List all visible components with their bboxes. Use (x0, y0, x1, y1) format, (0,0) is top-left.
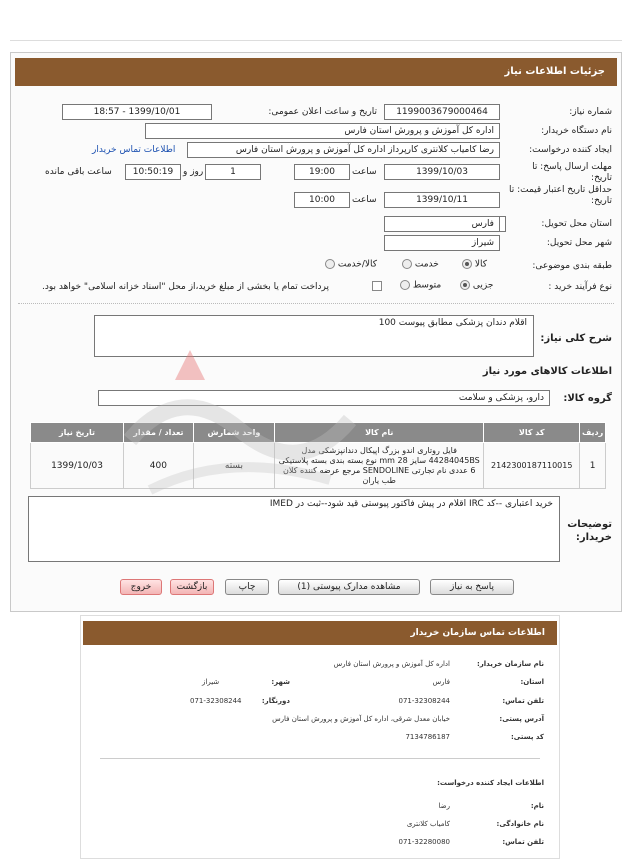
remaining-time-label: ساعت باقی مانده (45, 167, 112, 177)
creator-first-name-label: نام: (530, 802, 544, 810)
delivery-city-label: شهر محل تحویل: (546, 238, 612, 248)
row-code: 2142300187110015 (484, 443, 580, 489)
category-both-label: کالا/خدمت (337, 259, 378, 270)
attachments-button[interactable]: مشاهده مدارک پیوستی (1) (278, 579, 420, 595)
col-qty: تعداد / مقدار (124, 423, 194, 443)
goods-table-header (31, 423, 606, 443)
process-medium-radio[interactable] (400, 280, 410, 290)
goods-group-label: گروه کالا: (563, 393, 612, 404)
contact-phone-label: تلفن تماس: (502, 697, 544, 705)
need-number-label: شماره نیاز: (569, 107, 612, 117)
col-index: ردیف (580, 423, 606, 443)
contact-postal-value: 7134786187 (405, 733, 450, 741)
validity-label: حداقل تاریخ اعتبار قیمت: تا تاریخ: (509, 185, 612, 206)
row-unit: بسته (193, 443, 274, 489)
process-medium-option[interactable] (400, 280, 441, 291)
contact-address-label: آدرس پستی: (499, 715, 544, 723)
buyer-notes-text: خرید اعتباری --کد IRC اقلام در پیش فاکتور پیوستی قید شود--ثبت در IMED (269, 499, 553, 509)
deadline-time-label: ساعت (352, 167, 377, 177)
days-label: روز و (183, 167, 204, 177)
row-name: فایل روتاری اندو بزرگ اپیکال دندانپزشکی مدل 44284045BS سایز 28 mm نوع بسته بندی بسته پلاستیکی 6 عددی نام تجارتی SENDOLINE مرجع عرضه کننده کلان طب یاران (275, 443, 484, 489)
creator-last-name-value: کامیاب کلانتری (406, 820, 450, 828)
process-type-label: نوع فرآیند خرید : (548, 282, 612, 292)
contact-city-value: شیراز (202, 678, 220, 686)
buyer-org-field: اداره کل آموزش و پرورش استان فارس (145, 123, 500, 139)
creator-last-name-label: نام خانوادگی: (496, 820, 544, 828)
col-name: نام کالا (275, 423, 484, 443)
buyer-notes-textarea (28, 496, 560, 562)
category-service-radio[interactable] (402, 259, 412, 269)
goods-group-field: دارو، پزشکی و سلامت (98, 390, 550, 406)
table-row (31, 443, 606, 489)
days-field: 1 (205, 164, 261, 180)
contact-title: اطلاعات تماس سازمان خریدار (410, 628, 545, 638)
contact-province-value: فارس (432, 678, 450, 686)
contact-phone-value: 071-32308244 (398, 697, 450, 705)
category-service-label: خدمت (414, 259, 439, 270)
delivery-city-field: شیراز (384, 235, 500, 251)
announce-date-field: 1399/10/01 - 18:57 (62, 104, 212, 120)
contact-province-label: استان: (520, 678, 544, 686)
goods-section-title: اطلاعات کالاهای مورد نیاز (482, 366, 612, 377)
process-minor-radio[interactable] (460, 280, 470, 290)
deadline-label: مهلت ارسال پاسخ: تا تاریخ: (532, 162, 612, 183)
validity-time-field: 10:00 (294, 192, 350, 208)
row-qty: 400 (124, 443, 194, 489)
creator-label: ایجاد کننده درخواست: (529, 145, 612, 155)
exit-button[interactable]: خروج (120, 579, 162, 595)
top-rule (10, 40, 622, 41)
summary-textarea (94, 315, 534, 357)
contact-org-label: نام سازمان خریدار: (476, 660, 544, 668)
col-date: تاریخ نیاز (31, 423, 124, 443)
creator-field: رضا کامیاب کلانتری کارپرداز اداره کل آموزش و پرورش استان فارس (187, 142, 500, 158)
process-minor-label: جزیی (472, 280, 494, 291)
validity-time-label: ساعت (352, 195, 377, 205)
validity-date-field: 1399/10/11 (384, 192, 500, 208)
contact-postal-label: کد پستی: (510, 733, 544, 741)
back-button[interactable]: بازگشت (170, 579, 214, 595)
deadline-date-field: 1399/10/03 (384, 164, 500, 180)
contact-fax-label: دورنگار: (261, 697, 290, 705)
treasury-note: پرداخت تمام یا بخشی از مبلغ خرید،از محل "اسناد خزانه اسلامی" خواهد بود. (42, 282, 330, 292)
creator-phone-label: تلفن تماس: (502, 838, 544, 846)
announce-date-label: تاریخ و ساعت اعلان عمومی: (268, 107, 377, 117)
process-minor-option[interactable] (460, 280, 493, 291)
contact-city-label: شهر: (271, 678, 290, 686)
contact-divider (100, 758, 540, 759)
print-button[interactable]: چاپ (225, 579, 269, 595)
col-unit: واحد شمارش (193, 423, 274, 443)
buyer-notes-label: توضیحات خریدار: (567, 519, 612, 543)
category-both-radio[interactable] (325, 259, 335, 269)
creator-info-title: اطلاعات ایجاد کننده درخواست: (437, 779, 544, 787)
process-medium-label: متوسط (412, 280, 442, 291)
treasury-checkbox[interactable] (372, 281, 382, 291)
contact-fax-value: 071-32308244 (190, 697, 242, 705)
category-goods-label: کالا (474, 259, 488, 270)
col-code: کد کالا (484, 423, 580, 443)
remaining-time-field: 10:50:19 (125, 164, 181, 180)
goods-table-wrap (30, 422, 606, 489)
category-goods-radio[interactable] (462, 259, 472, 269)
row-date: 1399/10/03 (31, 443, 124, 489)
summary-text: اقلام دندان پزشکی مطابق پیوست 100 (378, 318, 527, 328)
row-index: 1 (580, 443, 606, 489)
summary-label: شرح کلی نیاز: (540, 333, 612, 344)
contact-address-value: خیابان معدل شرقی، اداره کل آموزش و پرورش استان فارس (272, 715, 450, 723)
category-service-option[interactable] (402, 259, 439, 270)
contact-header (83, 621, 557, 645)
creator-phone-value: 071-32280080 (398, 838, 450, 846)
need-number-field: 1199003679000464 (384, 104, 500, 120)
divider (18, 303, 614, 304)
contact-panel (80, 615, 560, 859)
category-label: طبقه بندی موضوعی: (532, 261, 612, 271)
buyer-org-label: نام دستگاه خریدار: (541, 126, 612, 136)
category-both-option[interactable] (325, 259, 377, 270)
deadline-time-field: 19:00 (294, 164, 350, 180)
page-title: جزئیات اطلاعات نیاز (504, 66, 605, 77)
reply-button[interactable]: پاسخ به نیاز (430, 579, 514, 595)
contact-org-value: اداره کل آموزش و پرورش استان فارس (333, 660, 450, 668)
buyer-contact-link[interactable]: اطلاعات تماس خریدار (92, 145, 176, 155)
province-input: فارس (384, 216, 500, 232)
creator-first-name-value: رضا (438, 802, 450, 810)
page-header (15, 58, 617, 86)
delivery-province-label: استان محل تحویل: (541, 219, 612, 229)
goods-table (30, 422, 606, 489)
category-goods-option[interactable] (462, 259, 487, 270)
